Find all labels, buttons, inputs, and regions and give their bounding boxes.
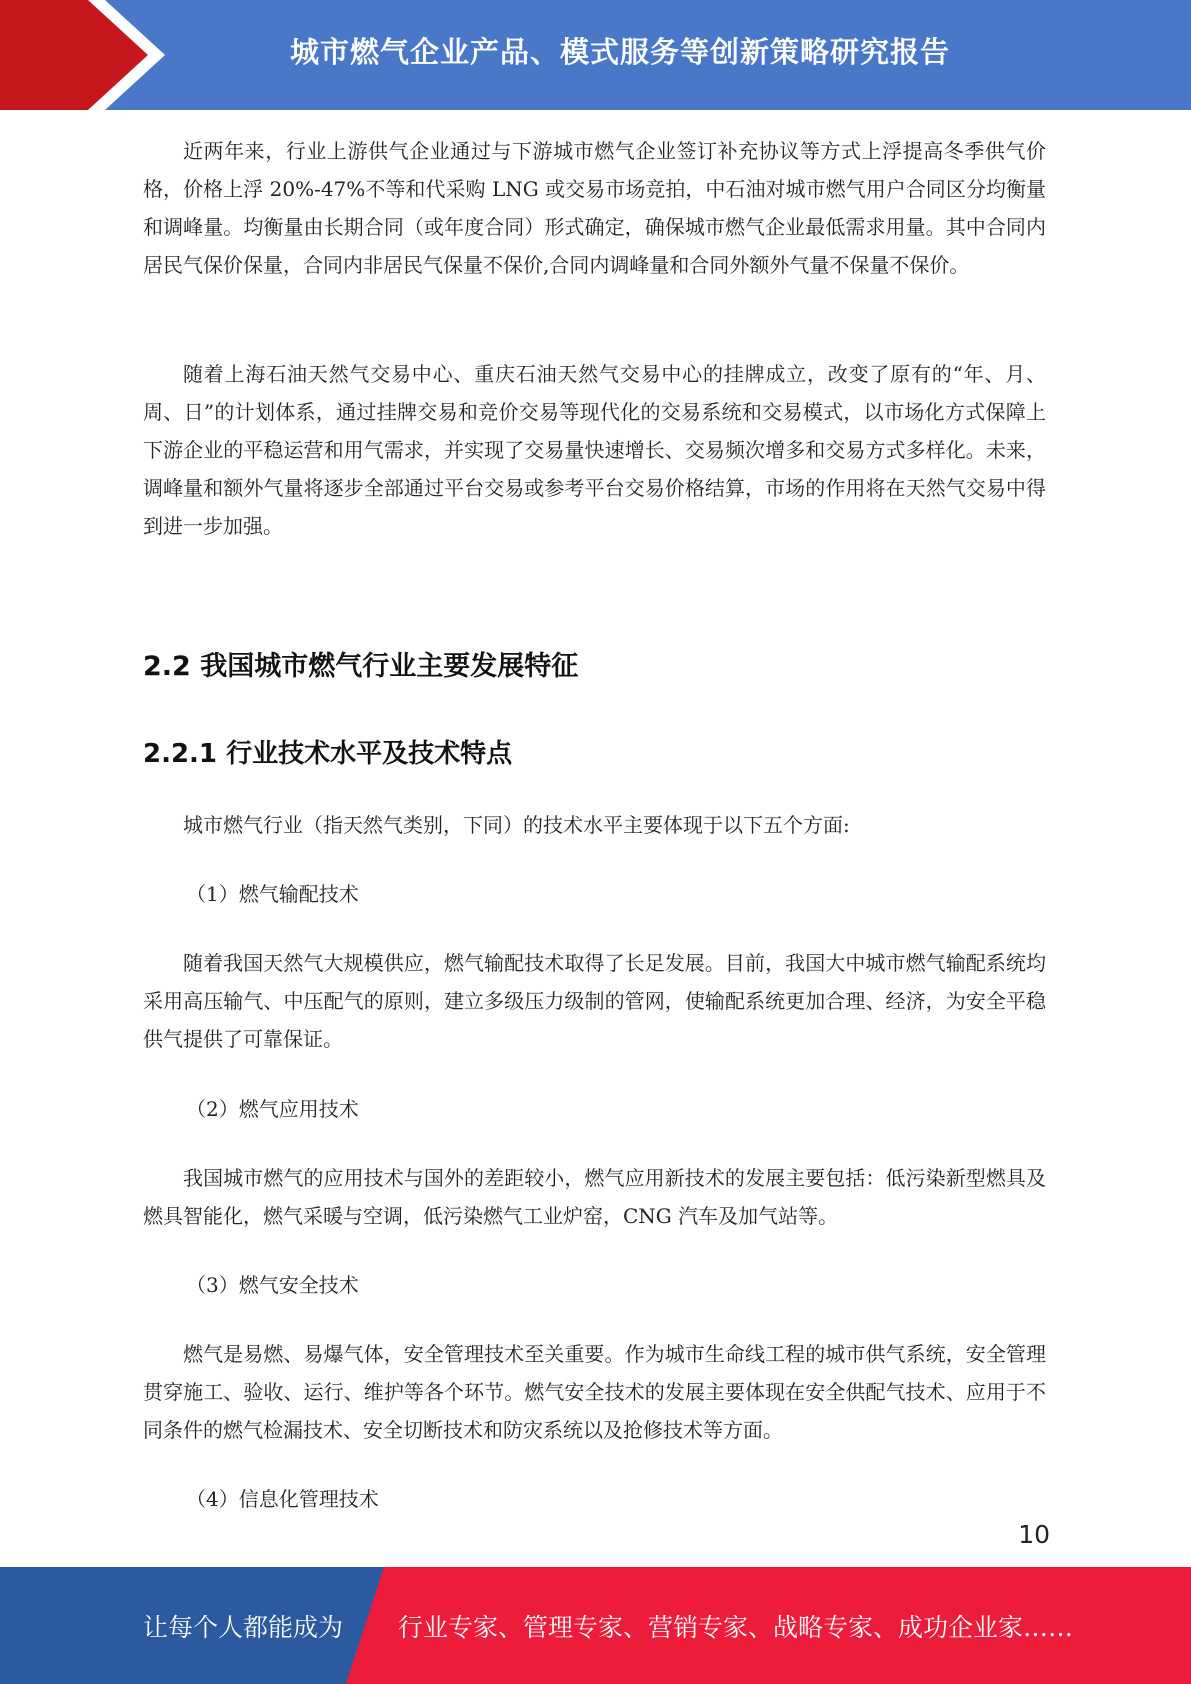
- list-item-application-tech: （2）燃气应用技术: [186, 1097, 359, 1121]
- list-item-distribution-tech: （1）燃气输配技术: [186, 882, 359, 906]
- footer-slogan-left: 让每个人都能成为: [143, 1613, 344, 1642]
- section-heading: 2.2 我国城市燃气行业主要发展特征: [143, 651, 579, 682]
- paragraph-tech-intro: 城市燃气行业（指天然气类别，下同）的技术水平主要体现于以下五个方面:: [183, 813, 850, 837]
- paragraph-distribution-tech: 随着我国天然气大规模供应，燃气输配技术取得了长足发展。目前，我国大中城市燃气输配系统均采用高压输气、中压配气的原则，建立多级压力级制的管网，使输配系统更加合理、经济，为安全平稳供气提供了可靠保证。: [143, 951, 1046, 1051]
- list-item-safety-tech: （3）燃气安全技术: [186, 1273, 359, 1297]
- page-header: [0, 0, 1191, 110]
- paragraph-price-adjustment: 近两年来，行业上游供气企业通过与下游城市燃气企业签订补充协议等方式上浮提高冬季供气价格，价格上浮 20%-47%不等和代采购 LNG 或交易市场竞拍，中石油对城市燃气用户合同区分均衡量和调峰量。均衡量由长期合同（或年度合同）形式确定，确保城市燃气企业最低需求用量。其中合同内居民气保价保量，合同内非居民气保量不保价,合同内调峰量和合同外额外气量不保量不保价。: [143, 139, 1046, 277]
- page-number: 10: [1018, 1520, 1050, 1549]
- report-title: 城市燃气企业产品、模式服务等创新策略研究报告: [289, 35, 950, 69]
- paragraph-safety-tech: 燃气是易燃、易爆气体，安全管理技术至关重要。作为城市生命线工程的城市供气系统，安全管理贯穿施工、验收、运行、维护等各个环节。燃气安全技术的发展主要体现在安全供配气技术、应用于不同条件的燃气检漏技术、安全切断技术和防灾系统以及抢修技术等方面。: [143, 1342, 1046, 1442]
- header-arrow-graphic: [0, 0, 260, 110]
- list-item-info-management-tech: （4）信息化管理技术: [186, 1487, 379, 1511]
- footer-slogan-right: 行业专家、管理专家、营销专家、战略专家、成功企业家……: [398, 1613, 1074, 1642]
- paragraph-trading-center: 随着上海石油天然气交易中心、重庆石油天然气交易中心的挂牌成立，改变了原有的“年、月、周、日”的计划体系，通过挂牌交易和竞价交易等现代化的交易系统和交易模式，以市场化方式保障上下游企业的平稳运营和用气需求，并实现了交易量快速增长、交易频次增多和交易方式多样化。未来，调峰量和额外气量将逐步全部通过平台交易或参考平台交易价格结算，市场的作用将在天然气交易中得到进一步加强。: [143, 362, 1046, 538]
- paragraph-application-tech: 我国城市燃气的应用技术与国外的差距较小，燃气应用新技术的发展主要包括：低污染新型燃具及燃具智能化，燃气采暖与空调，低污染燃气工业炉窑，CNG 汽车及加气站等。: [143, 1166, 1046, 1228]
- subsection-heading: 2.2.1 行业技术水平及技术特点: [143, 739, 513, 769]
- page-footer: [0, 1567, 1191, 1684]
